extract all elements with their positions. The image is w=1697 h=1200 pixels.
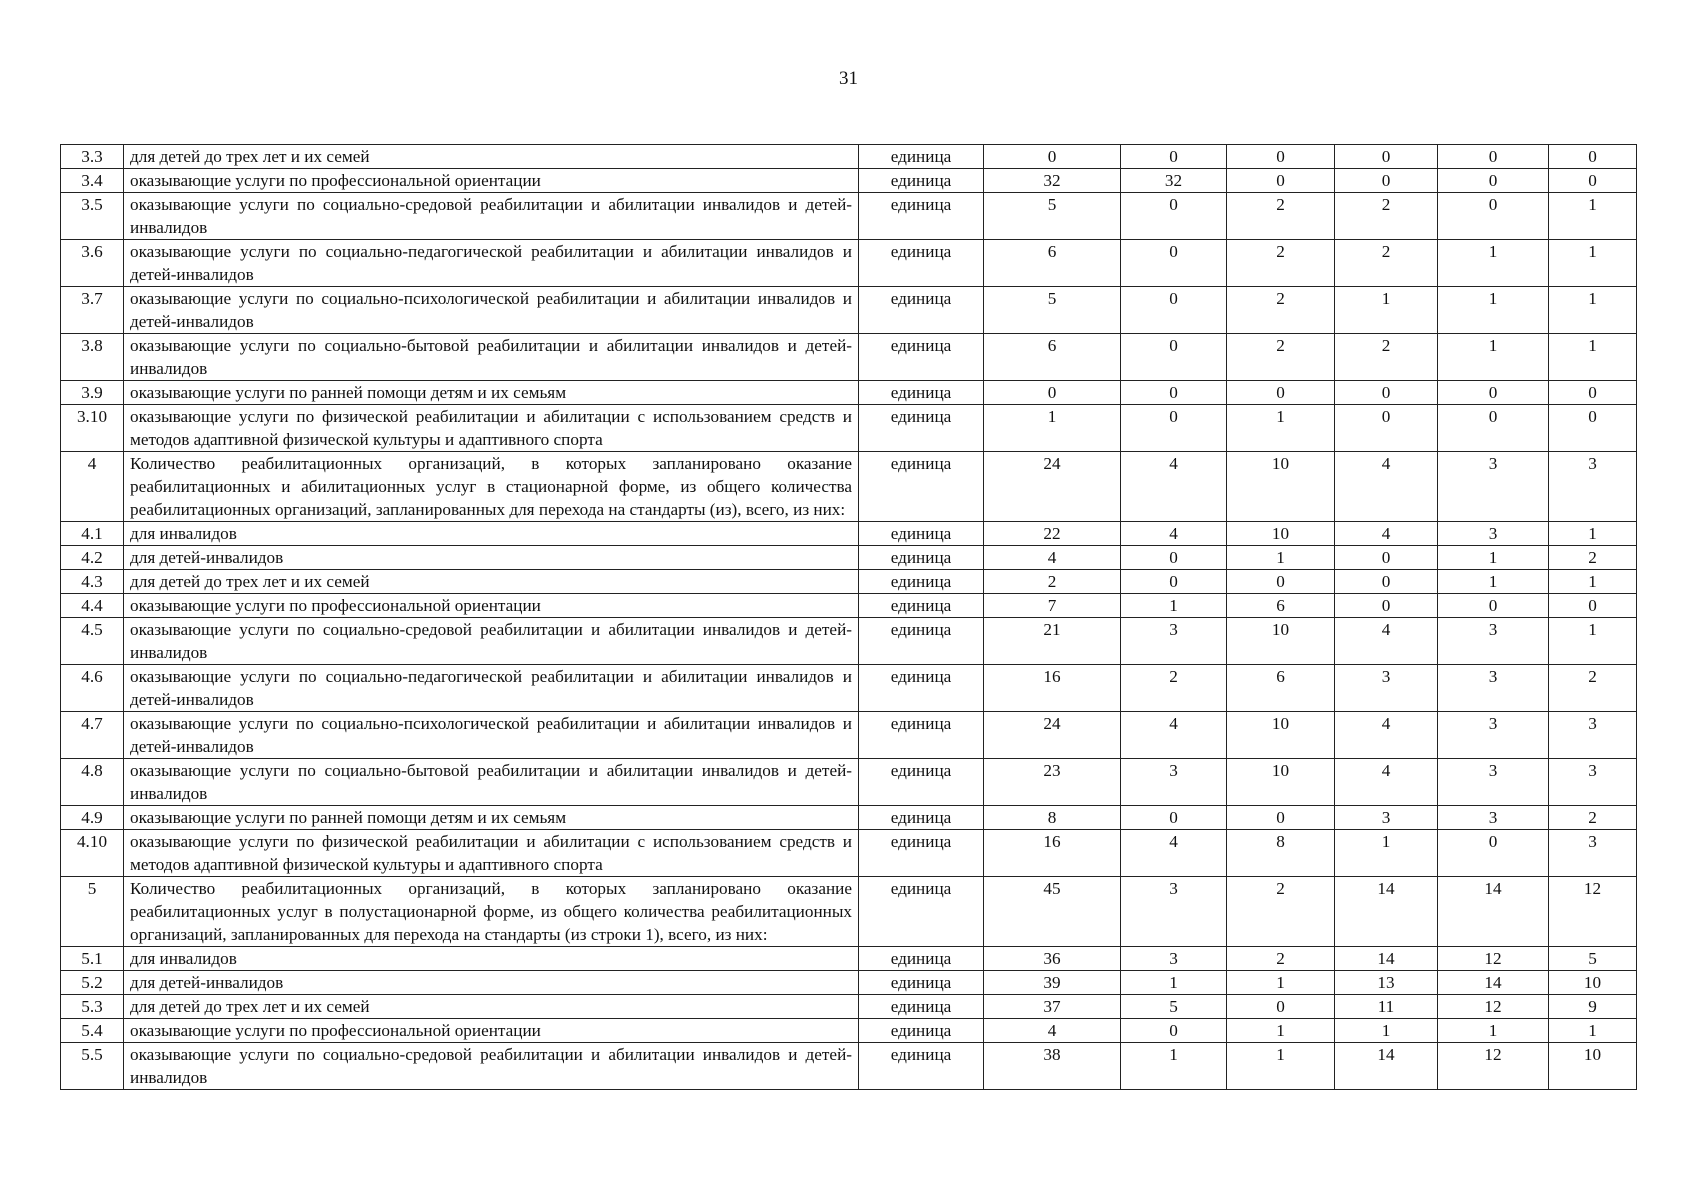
unit-of-measure: единица <box>859 452 984 522</box>
value-cell: 12 <box>1549 877 1637 947</box>
value-cell: 39 <box>984 971 1121 995</box>
value-cell: 22 <box>984 522 1121 546</box>
value-cell: 6 <box>984 334 1121 381</box>
table-row <box>61 1043 1637 1090</box>
value-cell: 0 <box>1121 145 1227 169</box>
value-cell: 0 <box>984 145 1121 169</box>
value-cell: 3 <box>1549 759 1637 806</box>
value-cell: 0 <box>1227 806 1335 830</box>
row-number: 3.10 <box>61 405 124 452</box>
indicator-name: оказывающие услуги по социально-средовой реабилитации и абилитации инвалидов и детей-инвалидов <box>124 1043 859 1090</box>
row-number: 4.6 <box>61 665 124 712</box>
unit-of-measure: единица <box>859 405 984 452</box>
value-cell: 0 <box>1335 570 1438 594</box>
unit-of-measure: единица <box>859 522 984 546</box>
value-cell: 36 <box>984 947 1121 971</box>
value-cell: 1 <box>1549 334 1637 381</box>
value-cell: 2 <box>1335 240 1438 287</box>
value-cell: 2 <box>1227 947 1335 971</box>
indicator-name: оказывающие услуги по физической реабилитации и абилитации с использованием средств и методов адаптивной физической культуры и адаптивного спорта <box>124 405 859 452</box>
value-cell: 3 <box>1121 877 1227 947</box>
value-cell: 3 <box>1438 759 1549 806</box>
row-number: 4.9 <box>61 806 124 830</box>
value-cell: 0 <box>1121 334 1227 381</box>
value-cell: 45 <box>984 877 1121 947</box>
value-cell: 6 <box>984 240 1121 287</box>
unit-of-measure: единица <box>859 759 984 806</box>
table-row <box>61 381 1637 405</box>
indicator-name: оказывающие услуги по профессиональной ориентации <box>124 594 859 618</box>
value-cell: 3 <box>1121 947 1227 971</box>
value-cell: 1 <box>1438 334 1549 381</box>
value-cell: 2 <box>1121 665 1227 712</box>
value-cell: 1 <box>1549 522 1637 546</box>
value-cell: 10 <box>1227 452 1335 522</box>
value-cell: 0 <box>1121 570 1227 594</box>
value-cell: 3 <box>1438 806 1549 830</box>
value-cell: 0 <box>1121 240 1227 287</box>
unit-of-measure: единица <box>859 618 984 665</box>
value-cell: 32 <box>984 169 1121 193</box>
value-cell: 0 <box>1227 995 1335 1019</box>
indicator-name: оказывающие услуги по социально-средовой реабилитации и абилитации инвалидов и детей-инвалидов <box>124 193 859 240</box>
unit-of-measure: единица <box>859 240 984 287</box>
value-cell: 1 <box>1121 1043 1227 1090</box>
value-cell: 0 <box>1121 546 1227 570</box>
value-cell: 1 <box>1227 1043 1335 1090</box>
value-cell: 0 <box>1438 169 1549 193</box>
unit-of-measure: единица <box>859 546 984 570</box>
value-cell: 6 <box>1227 665 1335 712</box>
value-cell: 6 <box>1227 594 1335 618</box>
value-cell: 12 <box>1438 995 1549 1019</box>
indicator-name: оказывающие услуги по социально-педагогической реабилитации и абилитации инвалидов и детей-инвалидов <box>124 240 859 287</box>
table-row <box>61 546 1637 570</box>
page-number: 31 <box>839 68 858 89</box>
value-cell: 24 <box>984 712 1121 759</box>
value-cell: 2 <box>1227 240 1335 287</box>
value-cell: 10 <box>1227 759 1335 806</box>
value-cell: 1 <box>1549 287 1637 334</box>
unit-of-measure: единица <box>859 193 984 240</box>
value-cell: 0 <box>1549 169 1637 193</box>
row-number: 4.2 <box>61 546 124 570</box>
table-row <box>61 522 1637 546</box>
value-cell: 3 <box>1335 806 1438 830</box>
value-cell: 23 <box>984 759 1121 806</box>
value-cell: 1 <box>1227 1019 1335 1043</box>
row-number: 4.8 <box>61 759 124 806</box>
value-cell: 0 <box>1227 145 1335 169</box>
value-cell: 0 <box>1335 546 1438 570</box>
value-cell: 0 <box>1335 405 1438 452</box>
indicator-name: оказывающие услуги по профессиональной ориентации <box>124 169 859 193</box>
value-cell: 1 <box>1438 546 1549 570</box>
value-cell: 0 <box>1227 381 1335 405</box>
value-cell: 2 <box>1227 877 1335 947</box>
value-cell: 0 <box>1438 145 1549 169</box>
unit-of-measure: единица <box>859 995 984 1019</box>
table-row <box>61 287 1637 334</box>
unit-of-measure: единица <box>859 1043 984 1090</box>
value-cell: 3 <box>1438 618 1549 665</box>
table-row <box>61 665 1637 712</box>
indicator-name: оказывающие услуги по социально-средовой реабилитации и абилитации инвалидов и детей-инвалидов <box>124 618 859 665</box>
row-number: 3.4 <box>61 169 124 193</box>
indicator-name: Количество реабилитационных организаций, в которых запланировано оказание реабилитационных услуг в полустационарной форме, из общего количества реабилитационных организаций, запланированных для перехода на стандарты (из строки 1), всего, из них: <box>124 877 859 947</box>
value-cell: 4 <box>1121 830 1227 877</box>
value-cell: 10 <box>1227 522 1335 546</box>
row-number: 4.10 <box>61 830 124 877</box>
table-row <box>61 971 1637 995</box>
value-cell: 1 <box>1121 971 1227 995</box>
unit-of-measure: единица <box>859 145 984 169</box>
row-number: 3.3 <box>61 145 124 169</box>
indicator-name: оказывающие услуги по социально-психологической реабилитации и абилитации инвалидов и детей-инвалидов <box>124 712 859 759</box>
indicator-name: оказывающие услуги по социально-бытовой реабилитации и абилитации инвалидов и детей-инвалидов <box>124 759 859 806</box>
row-number: 5.5 <box>61 1043 124 1090</box>
value-cell: 3 <box>1549 452 1637 522</box>
value-cell: 1 <box>1549 618 1637 665</box>
row-number: 5 <box>61 877 124 947</box>
row-number: 3.8 <box>61 334 124 381</box>
value-cell: 0 <box>1549 145 1637 169</box>
value-cell: 5 <box>984 287 1121 334</box>
value-cell: 4 <box>1335 712 1438 759</box>
value-cell: 0 <box>1335 381 1438 405</box>
row-number: 5.4 <box>61 1019 124 1043</box>
value-cell: 1 <box>1121 594 1227 618</box>
value-cell: 4 <box>1335 759 1438 806</box>
value-cell: 8 <box>984 806 1121 830</box>
table-row <box>61 240 1637 287</box>
value-cell: 3 <box>1438 665 1549 712</box>
row-number: 3.9 <box>61 381 124 405</box>
value-cell: 0 <box>1438 594 1549 618</box>
value-cell: 4 <box>984 1019 1121 1043</box>
unit-of-measure: единица <box>859 287 984 334</box>
row-number: 4.4 <box>61 594 124 618</box>
table-row <box>61 830 1637 877</box>
table-row <box>61 618 1637 665</box>
value-cell: 21 <box>984 618 1121 665</box>
value-cell: 3 <box>1121 618 1227 665</box>
value-cell: 0 <box>1121 405 1227 452</box>
value-cell: 2 <box>1335 193 1438 240</box>
row-number: 5.3 <box>61 995 124 1019</box>
indicator-name: для инвалидов <box>124 522 859 546</box>
value-cell: 0 <box>1335 145 1438 169</box>
value-cell: 14 <box>1438 877 1549 947</box>
value-cell: 0 <box>1121 381 1227 405</box>
value-cell: 1 <box>1438 1019 1549 1043</box>
value-cell: 14 <box>1335 877 1438 947</box>
value-cell: 16 <box>984 830 1121 877</box>
indicator-name: для детей-инвалидов <box>124 971 859 995</box>
row-number: 5.1 <box>61 947 124 971</box>
value-cell: 3 <box>1335 665 1438 712</box>
value-cell: 1 <box>1227 971 1335 995</box>
value-cell: 7 <box>984 594 1121 618</box>
value-cell: 13 <box>1335 971 1438 995</box>
value-cell: 3 <box>1438 452 1549 522</box>
table-row <box>61 145 1637 169</box>
value-cell: 1 <box>1227 546 1335 570</box>
value-cell: 4 <box>1335 522 1438 546</box>
value-cell: 0 <box>1121 806 1227 830</box>
indicators-table <box>60 144 1637 1090</box>
unit-of-measure: единица <box>859 806 984 830</box>
value-cell: 1 <box>1335 1019 1438 1043</box>
row-number: 4.5 <box>61 618 124 665</box>
unit-of-measure: единица <box>859 334 984 381</box>
value-cell: 4 <box>1335 452 1438 522</box>
row-number: 4.7 <box>61 712 124 759</box>
value-cell: 2 <box>1549 806 1637 830</box>
value-cell: 0 <box>1549 381 1637 405</box>
table-row <box>61 995 1637 1019</box>
indicator-name: для детей до трех лет и их семей <box>124 570 859 594</box>
value-cell: 14 <box>1438 971 1549 995</box>
value-cell: 12 <box>1438 1043 1549 1090</box>
value-cell: 2 <box>1227 193 1335 240</box>
value-cell: 1 <box>1335 287 1438 334</box>
indicator-name: оказывающие услуги по физической реабилитации и абилитации с использованием средств и методов адаптивной физической культуры и адаптивного спорта <box>124 830 859 877</box>
unit-of-measure: единица <box>859 381 984 405</box>
table-row <box>61 806 1637 830</box>
value-cell: 0 <box>1438 830 1549 877</box>
value-cell: 1 <box>1438 570 1549 594</box>
table-row <box>61 594 1637 618</box>
indicator-name: для инвалидов <box>124 947 859 971</box>
value-cell: 8 <box>1227 830 1335 877</box>
value-cell: 4 <box>1335 618 1438 665</box>
value-cell: 4 <box>984 546 1121 570</box>
unit-of-measure: единица <box>859 570 984 594</box>
value-cell: 12 <box>1438 947 1549 971</box>
table-row <box>61 334 1637 381</box>
value-cell: 0 <box>1549 594 1637 618</box>
value-cell: 5 <box>984 193 1121 240</box>
value-cell: 5 <box>1549 947 1637 971</box>
unit-of-measure: единица <box>859 877 984 947</box>
value-cell: 2 <box>1227 287 1335 334</box>
value-cell: 3 <box>1438 522 1549 546</box>
value-cell: 4 <box>1121 712 1227 759</box>
unit-of-measure: единица <box>859 947 984 971</box>
value-cell: 0 <box>1227 169 1335 193</box>
value-cell: 2 <box>1227 334 1335 381</box>
value-cell: 9 <box>1549 995 1637 1019</box>
value-cell: 0 <box>1549 405 1637 452</box>
table-row <box>61 169 1637 193</box>
indicator-name: оказывающие услуги по ранней помощи детям и их семьям <box>124 806 859 830</box>
indicator-name: для детей до трех лет и их семей <box>124 145 859 169</box>
value-cell: 3 <box>1121 759 1227 806</box>
row-number: 5.2 <box>61 971 124 995</box>
value-cell: 3 <box>1438 712 1549 759</box>
value-cell: 2 <box>1335 334 1438 381</box>
value-cell: 0 <box>984 381 1121 405</box>
value-cell: 32 <box>1121 169 1227 193</box>
unit-of-measure: единица <box>859 594 984 618</box>
indicator-name: оказывающие услуги по профессиональной ориентации <box>124 1019 859 1043</box>
value-cell: 2 <box>984 570 1121 594</box>
indicator-name: оказывающие услуги по социально-бытовой реабилитации и абилитации инвалидов и детей-инвалидов <box>124 334 859 381</box>
value-cell: 0 <box>1227 570 1335 594</box>
row-number: 4.3 <box>61 570 124 594</box>
value-cell: 4 <box>1121 522 1227 546</box>
row-number: 3.7 <box>61 287 124 334</box>
table-row <box>61 947 1637 971</box>
value-cell: 2 <box>1549 546 1637 570</box>
value-cell: 38 <box>984 1043 1121 1090</box>
value-cell: 10 <box>1227 618 1335 665</box>
table-row <box>61 452 1637 522</box>
table-row <box>61 877 1637 947</box>
value-cell: 1 <box>1438 240 1549 287</box>
value-cell: 1 <box>1549 240 1637 287</box>
row-number: 4 <box>61 452 124 522</box>
indicator-name: Количество реабилитационных организаций, в которых запланировано оказание реабилитационных и абилитационных услуг в стационарной форме, из общего количества реабилитационных организаций, запланированных для перехода на стандарты (из), всего, из них: <box>124 452 859 522</box>
unit-of-measure: единица <box>859 169 984 193</box>
row-number: 3.6 <box>61 240 124 287</box>
value-cell: 0 <box>1121 1019 1227 1043</box>
value-cell: 3 <box>1549 830 1637 877</box>
row-number: 3.5 <box>61 193 124 240</box>
indicator-name: оказывающие услуги по социально-педагогической реабилитации и абилитации инвалидов и детей-инвалидов <box>124 665 859 712</box>
table-row <box>61 193 1637 240</box>
value-cell: 1 <box>984 405 1121 452</box>
value-cell: 1 <box>1438 287 1549 334</box>
unit-of-measure: единица <box>859 1019 984 1043</box>
unit-of-measure: единица <box>859 971 984 995</box>
value-cell: 14 <box>1335 947 1438 971</box>
row-number: 4.1 <box>61 522 124 546</box>
value-cell: 1 <box>1549 1019 1637 1043</box>
value-cell: 10 <box>1549 971 1637 995</box>
value-cell: 1 <box>1227 405 1335 452</box>
value-cell: 2 <box>1549 665 1637 712</box>
value-cell: 16 <box>984 665 1121 712</box>
value-cell: 5 <box>1121 995 1227 1019</box>
value-cell: 1 <box>1335 830 1438 877</box>
value-cell: 0 <box>1121 287 1227 334</box>
table-row <box>61 570 1637 594</box>
table-row <box>61 712 1637 759</box>
unit-of-measure: единица <box>859 712 984 759</box>
value-cell: 0 <box>1335 169 1438 193</box>
value-cell: 14 <box>1335 1043 1438 1090</box>
indicator-name: для детей-инвалидов <box>124 546 859 570</box>
table-row <box>61 759 1637 806</box>
value-cell: 37 <box>984 995 1121 1019</box>
value-cell: 0 <box>1121 193 1227 240</box>
indicator-name: оказывающие услуги по социально-психологической реабилитации и абилитации инвалидов и детей-инвалидов <box>124 287 859 334</box>
value-cell: 1 <box>1549 193 1637 240</box>
unit-of-measure: единица <box>859 830 984 877</box>
value-cell: 10 <box>1549 1043 1637 1090</box>
value-cell: 0 <box>1438 381 1549 405</box>
table-row <box>61 405 1637 452</box>
value-cell: 0 <box>1438 405 1549 452</box>
value-cell: 24 <box>984 452 1121 522</box>
value-cell: 0 <box>1438 193 1549 240</box>
indicator-name: для детей до трех лет и их семей <box>124 995 859 1019</box>
value-cell: 10 <box>1227 712 1335 759</box>
unit-of-measure: единица <box>859 665 984 712</box>
indicator-name: оказывающие услуги по ранней помощи детям и их семьям <box>124 381 859 405</box>
value-cell: 11 <box>1335 995 1438 1019</box>
value-cell: 0 <box>1335 594 1438 618</box>
value-cell: 1 <box>1549 570 1637 594</box>
value-cell: 4 <box>1121 452 1227 522</box>
value-cell: 3 <box>1549 712 1637 759</box>
table-row <box>61 1019 1637 1043</box>
